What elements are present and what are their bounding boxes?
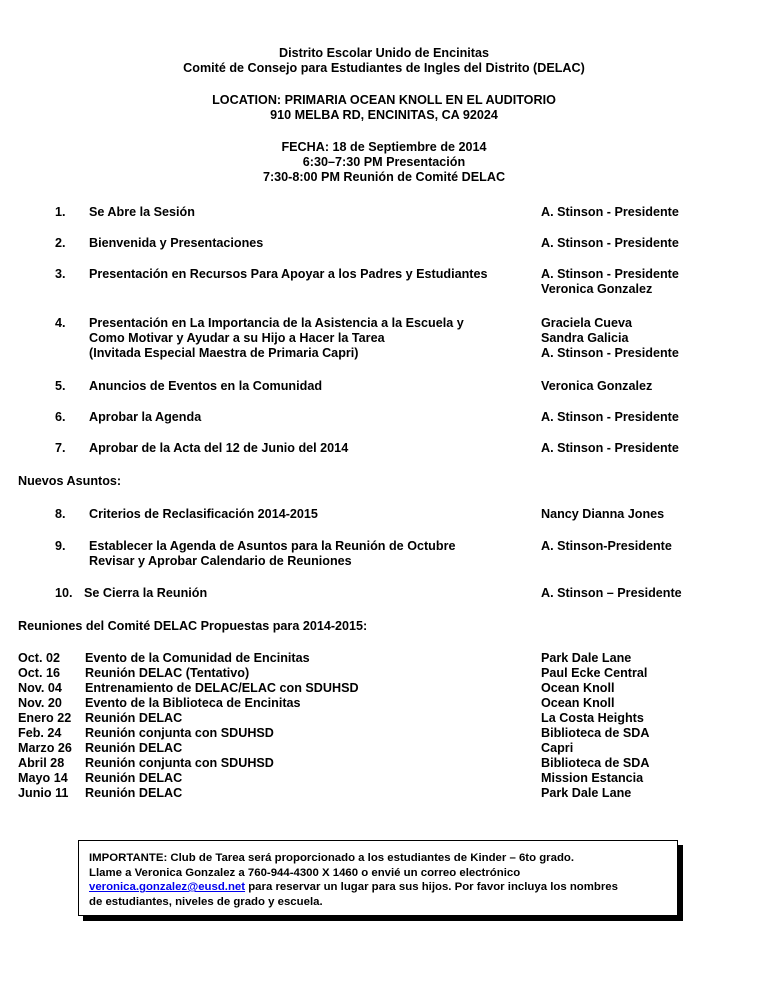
item-title: Aprobar de la Acta del 12 de Junio del 2014: [89, 441, 349, 455]
meeting-date: FECHA: 18 de Septiembre de 2014: [281, 140, 487, 154]
schedule-date: Abril 28: [18, 756, 65, 770]
item-presenter: A. Stinson - Presidente: [541, 441, 679, 455]
item-title: Se Cierra la Reunión: [84, 586, 208, 600]
homework-club-notice: [78, 840, 678, 916]
item-presenter: A. Stinson - Presidente: [541, 267, 679, 281]
schedule-location: Ocean Knoll: [541, 681, 615, 695]
schedule-location: Capri: [541, 741, 574, 755]
meeting-time: 7:30-8:00 PM Reunión de Comité DELAC: [262, 170, 506, 184]
item-presenter: A. Stinson - Presidente: [541, 346, 679, 360]
schedule-event: Evento de la Comunidad de Encinitas: [85, 651, 310, 665]
presentation-time: 6:30–7:30 PM Presentación: [302, 155, 466, 169]
schedule-event: Reunión DELAC (Tentativo): [85, 666, 250, 680]
schedule-event: Reunión DELAC: [85, 771, 183, 785]
location-line: LOCATION: PRIMARIA OCEAN KNOLL EN EL AUDITORIO: [212, 93, 556, 107]
item-title: Presentación en La Importancia de la Asistencia a la Escuela y: [89, 316, 464, 330]
schedule-date: Junio 11: [18, 786, 69, 800]
item-number: 7.: [55, 441, 66, 455]
schedule-location: Paul Ecke Central: [541, 666, 648, 680]
meetings-heading: Reuniones del Comité DELAC Propuestas para 2014-2015:: [18, 619, 368, 633]
item-presenter: A. Stinson – Presidente: [541, 586, 682, 600]
item-title: (Invitada Especial Maestra de Primaria Capri): [89, 346, 359, 360]
item-presenter: Sandra Galicia: [541, 331, 629, 345]
schedule-date: Oct. 16: [18, 666, 60, 680]
schedule-event: Reunión DELAC: [85, 711, 183, 725]
item-title: Aprobar la Agenda: [89, 410, 202, 424]
item-presenter: Graciela Cueva: [541, 316, 633, 330]
schedule-date: Enero 22: [18, 711, 72, 725]
schedule-event: Reunión conjunta con SDUHSD: [85, 756, 274, 770]
item-title: Presentación en Recursos Para Apoyar a los Padres y Estudiantes: [89, 267, 488, 281]
item-presenter: Veronica Gonzalez: [541, 282, 653, 296]
item-presenter: Veronica Gonzalez: [541, 379, 653, 393]
item-title: Como Motivar y Ayudar a su Hijo a Hacer la Tarea: [89, 331, 385, 345]
item-title: Se Abre la Sesión: [89, 205, 195, 219]
schedule-location: La Costa Heights: [541, 711, 644, 725]
item-presenter: A. Stinson - Presidente: [541, 205, 679, 219]
schedule-date: Oct. 02: [18, 651, 60, 665]
notice-line: Llame a Veronica Gonzalez a 760-944-4300 X 1460 o envié un correo electrónico: [89, 866, 521, 879]
item-presenter: A. Stinson - Presidente: [541, 236, 679, 250]
item-title: Bienvenida y Presentaciones: [89, 236, 264, 250]
notice-line-rest: para reservar un lugar para sus hijos. Por favor incluya los nombres: [245, 881, 618, 894]
schedule-date: Nov. 04: [18, 681, 62, 695]
schedule-event: Reunión DELAC: [85, 741, 183, 755]
item-title: Criterios de Reclasificación 2014-2015: [89, 507, 318, 521]
committee-title: Comité de Consejo para Estudiantes de Ingles del Distrito (DELAC): [183, 61, 585, 75]
item-number: 6.: [55, 410, 66, 424]
item-number: 8.: [55, 507, 66, 521]
schedule-event: Reunión conjunta con SDUHSD: [85, 726, 274, 740]
schedule-date: Nov. 20: [18, 696, 62, 710]
schedule-location: Park Dale Lane: [541, 651, 632, 665]
district-title: Distrito Escolar Unido de Encinitas: [279, 46, 489, 60]
email-link[interactable]: veronica.gonzalez@eusd.net: [89, 881, 246, 894]
schedule-date: Mayo 14: [18, 771, 68, 785]
item-presenter: Nancy Dianna Jones: [541, 507, 665, 521]
item-number: 10.: [55, 586, 73, 600]
item-number: 3.: [55, 267, 66, 281]
schedule-location: Mission Estancia: [541, 771, 644, 785]
notice-line: de estudiantes, niveles de grado y escuela.: [89, 895, 323, 908]
schedule-location: Park Dale Lane: [541, 786, 632, 800]
item-number: 4.: [55, 316, 66, 330]
item-number: 2.: [55, 236, 66, 250]
item-title: Revisar y Aprobar Calendario de Reuniones: [89, 554, 352, 568]
item-presenter: A. Stinson - Presidente: [541, 410, 679, 424]
schedule-location: Ocean Knoll: [541, 696, 615, 710]
item-number: 1.: [55, 205, 66, 219]
item-title: Anuncios de Eventos en la Comunidad: [89, 379, 323, 393]
item-title: Establecer la Agenda de Asuntos para la Reunión de Octubre: [89, 539, 456, 553]
schedule-date: Feb. 24: [18, 726, 62, 740]
new-business-heading: Nuevos Asuntos:: [18, 474, 122, 488]
schedule-location: Biblioteca de SDA: [541, 726, 650, 740]
notice-line: IMPORTANTE: Club de Tarea será proporcionado a los estudiantes de Kinder – 6to grado.: [89, 852, 575, 864]
schedule-location: Biblioteca de SDA: [541, 756, 650, 770]
schedule-date: Marzo 26: [18, 741, 72, 755]
item-presenter: A. Stinson-Presidente: [541, 539, 672, 553]
schedule-event: Entrenamiento de DELAC/ELAC con SDUHSD: [85, 681, 359, 695]
item-number: 9.: [55, 539, 66, 553]
address-line: 910 MELBA RD, ENCINITAS, CA 92024: [270, 108, 498, 122]
item-number: 5.: [55, 379, 66, 393]
notice-line: [89, 880, 677, 895]
schedule-event: Evento de la Biblioteca de Encinitas: [85, 696, 301, 710]
schedule-event: Reunión DELAC: [85, 786, 183, 800]
